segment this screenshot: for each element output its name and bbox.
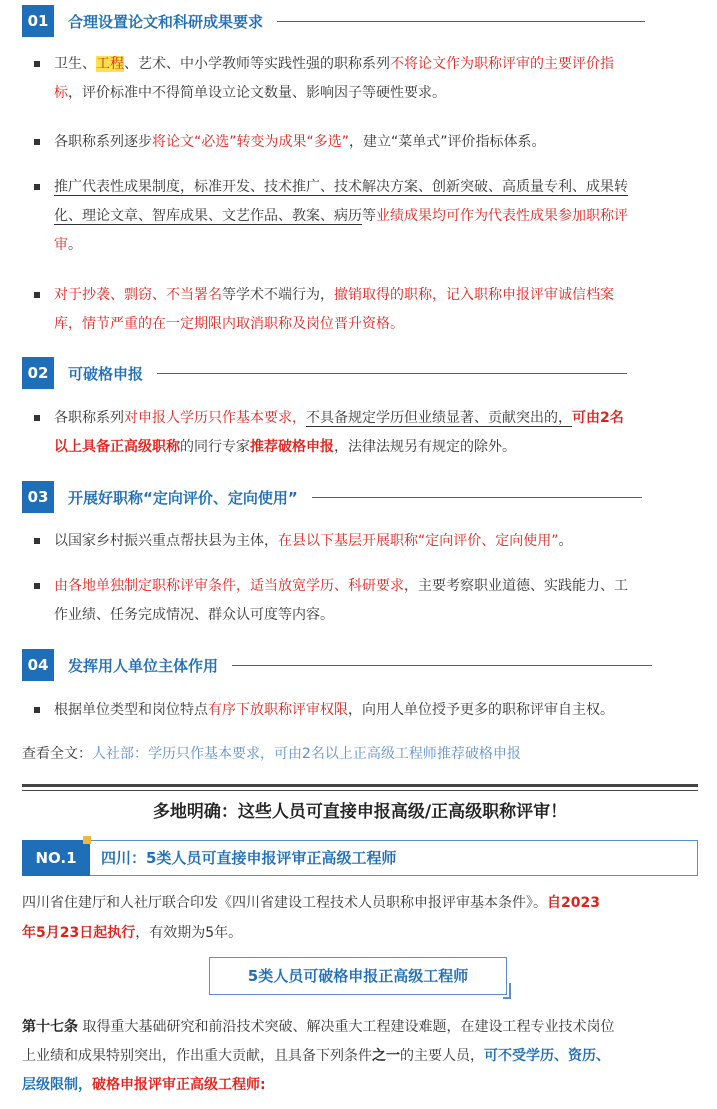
bullet-icon [34,139,40,145]
no1-tag: NO.1 [22,840,90,876]
bullet-icon [34,61,40,67]
corner-accent [83,836,91,844]
section-number: 01 [22,5,54,37]
banner-rule-bottom [22,790,698,791]
banner-title: 多地明确：这些人员可直接申报高级/正高级职称评审！ [152,802,568,822]
bullet-icon [34,415,40,421]
box-corner [503,983,511,999]
article-17-paragraph: 第十七条 取得重大基础研究和前沿技术突破、解决重大工程建设难题，在建设工程专业技术岗位 上业绩和成果特别突出，作出重大贡献，且具备下列条件之一的主要人员，可不受学历、资历、 层级限制，破格申报评审正高级工程师: [22,1019,615,1093]
list-item: 根据单位类型和岗位特点有序下放职称评审权限，向用人单位授予更多的职称评审自主权。 [34,696,694,725]
section-header-4 [22,649,652,681]
section-title: 发挥用人单位主体作用 [68,656,219,675]
section-divider [312,497,642,498]
bullet-icon [34,707,40,713]
list-item: 卫生、工程、艺术、中小学教师等实践性强的职称系列不将论文作为职称评审的主要评价指 标，评价标准中不得简单设立论文数量、影响因子等硬性要求。 [34,50,694,108]
intro-paragraph: 四川省住建厅和人社厅联合印发《四川省建设工程技术人员职称申报评审基本条件》。自2023 年5月23日起执行，有效期为5年。 [22,895,600,941]
section-header-2 [22,357,627,389]
read-more [22,741,698,767]
section-number: 02 [22,357,54,389]
section-number: 04 [22,649,54,681]
section-divider [277,21,645,22]
list-item: 由各地单独制定职称评审条件，适当放宽学历、科研要求，主要考察职业道德、实践能力、工 作业绩、任务完成情况、群众认可度等内容。 [34,572,694,630]
banner-rule-top [22,784,698,787]
list-item: 各职称系列逐步将论文“必选”转变为成果“多选”，建立“菜单式”评价指标体系。 [34,128,694,157]
section-number: 03 [22,481,54,513]
no1-title: 四川：5类人员可直接申报评审正高级工程师 [101,849,397,867]
read-more-label: 查看全文： [22,746,92,762]
list-item: 各职称系列对申报人学历只作基本要求，不具备规定学历但业绩显著、贡献突出的，可由2名 以上具备正高级职称的同行专家推荐破格申报，法律法规另有规定的除外。 [34,404,694,462]
bullet-icon [34,583,40,589]
bullet-icon [34,292,40,298]
bullet-icon [34,538,40,544]
bullet-icon [34,184,40,190]
section-header-1 [22,5,645,37]
no1-heading [22,840,698,876]
section-divider [232,665,652,666]
list-item: 对于抄袭、剽窃、不当署名等学术不端行为，撤销取得的职称，记入职称申报评审诚信档案 库，情节严重的在一定期限内取消职称及岗位晋升资格。 [34,281,694,339]
read-more-link[interactable]: 人社部：学历只作基本要求，可由2名以上正高级工程师推荐破格申报 [92,746,521,762]
section-header-3 [22,481,642,513]
box-title: 5类人员可破格申报正高级工程师 [209,957,507,995]
list-item: 推广代表性成果制度，标准开发、技术推广、技术解决方案、创新突破、高质量专利、成果转 化、理论文章、智库成果、文艺作品、教案、病历等业绩成果均可作为代表性成果参加职称评 审。 [34,173,694,260]
section-title: 合理设置论文和科研成果要求 [68,12,264,31]
section-title: 可破格申报 [68,364,144,383]
list-item: 以国家乡村振兴重点帮扶县为主体，在县以下基层开展职称“定向评价、定向使用”。 [34,527,694,556]
section-divider [157,373,627,374]
section-title: 开展好职称“定向评价、定向使用” [68,488,298,507]
